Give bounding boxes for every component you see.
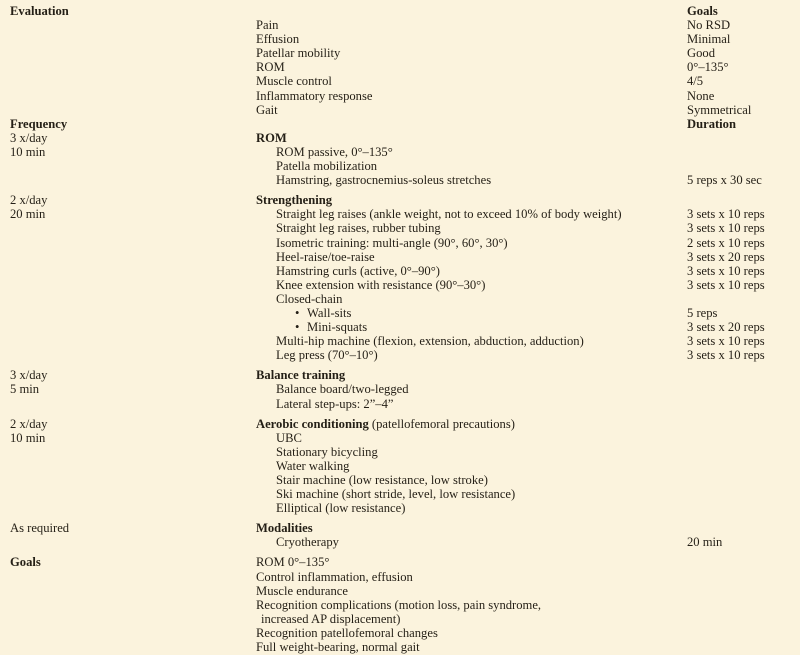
table-row — [10, 159, 800, 173]
table-row — [10, 145, 800, 159]
duration-cell: None — [687, 88, 715, 103]
activity-cell: Pain — [256, 18, 279, 33]
column-heading-cell: Duration — [687, 116, 736, 131]
bullet-icon: • — [295, 320, 300, 335]
section-strengthening — [10, 193, 800, 362]
frequency-cell: 10 min — [10, 430, 46, 445]
table-row — [10, 207, 800, 221]
column-heading-cell: Goals — [687, 4, 718, 18]
activity-cell: ROM — [256, 130, 287, 145]
bullet-icon: • — [295, 305, 300, 320]
activity-cell: Ski machine (short stride, level, low resistance) — [276, 487, 516, 502]
activity-cell: Patella mobilization — [276, 159, 378, 174]
activity-cell: Full weight-bearing, normal gait — [256, 640, 420, 655]
activity-cell: Hamstring, gastrocnemius-soleus stretches — [276, 173, 492, 188]
frequency-cell: 5 min — [10, 382, 40, 397]
activity-cell: Recognition complications (motion loss, pain syndrome, — [256, 597, 542, 612]
activity-cell — [256, 306, 687, 320]
table-row — [10, 18, 800, 32]
row-heading-cell: Goals — [10, 555, 41, 570]
activity-cell: Multi-hip machine (flexion, extension, abduction, adduction) — [276, 334, 584, 349]
activity-cell: Modalities — [256, 521, 313, 536]
frequency-cell: 20 min — [10, 207, 46, 222]
table-row — [10, 306, 800, 320]
activity-cell: Stair machine (low resistance, low stroke) — [276, 473, 488, 487]
table-row — [10, 555, 800, 569]
table-row — [10, 250, 800, 264]
row-heading-cell: Evaluation — [10, 4, 69, 18]
duration-cell: 3 sets x 10 reps — [687, 348, 765, 363]
duration-cell: 3 sets x 10 reps — [687, 207, 765, 222]
activity-cell: Straight leg raises, rubber tubing — [276, 221, 441, 236]
table-row — [10, 4, 800, 18]
table-row — [10, 445, 800, 459]
activity-cell: UBC — [276, 430, 302, 445]
table-row — [10, 487, 800, 501]
duration-cell: 3 sets x 20 reps — [687, 320, 765, 335]
table-row — [10, 501, 800, 515]
table-row — [10, 459, 800, 473]
table-row — [10, 382, 800, 396]
frequency-cell: 10 min — [10, 144, 46, 159]
table-row — [10, 131, 800, 145]
table-row — [10, 264, 800, 278]
table-row — [10, 221, 800, 235]
activity-cell: Heel-raise/toe-raise — [276, 249, 375, 264]
activity-label: Wall-sits — [307, 305, 352, 320]
activity-cell: Patellar mobility — [256, 46, 341, 61]
table-row — [10, 626, 800, 640]
activity-cell: increased AP displacement) — [261, 611, 401, 626]
activity-cell: Balance board/two-legged — [276, 382, 409, 397]
row-heading-cell: Frequency — [10, 116, 68, 131]
activity-cell: Muscle endurance — [256, 583, 348, 598]
frequency-cell: As required — [10, 521, 70, 536]
duration-cell: No RSD — [687, 18, 731, 33]
section-balance-training — [10, 368, 800, 410]
duration-cell: 20 min — [687, 535, 723, 550]
section-modalities — [10, 521, 800, 549]
activity-cell: Cryotherapy — [276, 535, 339, 550]
activity-cell: Muscle control — [256, 74, 332, 89]
table-row — [10, 103, 800, 117]
section-frequency-rom — [10, 117, 800, 187]
frequency-cell: 2 x/day — [10, 416, 48, 431]
activity-cell: Hamstring curls (active, 0°–90°) — [276, 263, 440, 278]
activity-cell: Gait — [256, 102, 278, 117]
activity-cell: Water walking — [276, 458, 350, 473]
duration-cell: 3 sets x 20 reps — [687, 249, 765, 264]
table-row — [10, 278, 800, 292]
activity-cell — [256, 417, 687, 431]
duration-cell: 0°–135° — [687, 60, 729, 75]
duration-cell: 3 sets x 10 reps — [687, 334, 765, 349]
table-row — [10, 117, 800, 131]
activity-cell: Leg press (70°–10°) — [276, 348, 378, 363]
table-row — [10, 320, 800, 334]
table-row — [10, 74, 800, 88]
table-row — [10, 292, 800, 306]
table-row — [10, 640, 800, 654]
table-row — [10, 397, 800, 411]
table-row — [10, 570, 800, 584]
activity-label: Mini-squats — [307, 320, 368, 335]
table-row — [10, 584, 800, 598]
activity-heading: Aerobic conditioning — [256, 416, 369, 431]
activity-cell: Strengthening — [256, 193, 333, 208]
activity-cell: Stationary bicycling — [276, 444, 378, 459]
activity-cell: Balance training — [256, 368, 346, 383]
frequency-cell: 2 x/day — [10, 193, 48, 208]
table-row — [10, 32, 800, 46]
duration-cell: 3 sets x 10 reps — [687, 263, 765, 278]
duration-cell: 5 reps x 30 sec — [687, 173, 762, 188]
table-row — [10, 368, 800, 382]
duration-cell: 3 sets x 10 reps — [687, 277, 765, 292]
duration-cell: 2 sets x 10 reps — [687, 235, 765, 250]
frequency-cell: 3 x/day — [10, 130, 48, 145]
duration-cell: Minimal — [687, 32, 731, 47]
table-row — [10, 46, 800, 60]
activity-cell: Inflammatory response — [256, 88, 373, 103]
table-row — [10, 612, 800, 626]
duration-cell: 5 reps — [687, 305, 718, 320]
section-evaluation — [10, 4, 800, 117]
activity-cell: Lateral step-ups: 2”–4” — [276, 396, 394, 411]
table-row — [10, 417, 800, 431]
table-row — [10, 60, 800, 74]
table — [10, 4, 800, 654]
table-row — [10, 598, 800, 612]
table-row — [10, 535, 800, 549]
activity-cell: Recognition patellofemoral changes — [256, 625, 438, 640]
table-row — [10, 236, 800, 250]
duration-cell: 4/5 — [687, 74, 704, 89]
duration-cell: Good — [687, 46, 715, 61]
duration-cell: Symmetrical — [687, 102, 752, 117]
activity-cell: Effusion — [256, 32, 300, 47]
activity-cell: ROM passive, 0°–135° — [276, 144, 393, 159]
activity-cell: ROM — [256, 60, 285, 75]
activity-cell: Isometric training: multi-angle (90°, 60°, 30°) — [276, 235, 508, 250]
duration-cell: 3 sets x 10 reps — [687, 221, 765, 236]
activity-cell: Straight leg raises (ankle weight, not to exceed 10% of body weight) — [276, 207, 622, 222]
table-row — [10, 348, 800, 362]
activity-cell: Control inflammation, effusion — [256, 569, 413, 584]
table-row — [10, 431, 800, 445]
table-row — [10, 334, 800, 348]
activity-cell: Elliptical (low resistance) — [276, 501, 406, 516]
frequency-cell: 3 x/day — [10, 368, 48, 383]
table-row — [10, 173, 800, 187]
table-row — [10, 473, 800, 487]
activity-cell: Closed-chain — [276, 291, 343, 306]
table-row — [10, 89, 800, 103]
activity-cell: Knee extension with resistance (90°–30°) — [276, 277, 486, 292]
section-aerobic-conditioning — [10, 417, 800, 516]
table-row — [10, 521, 800, 535]
activity-cell: ROM 0°–135° — [256, 555, 330, 570]
activity-heading-note: (patellofemoral precautions) — [368, 416, 515, 431]
table-row — [10, 193, 800, 207]
section-goals — [10, 555, 800, 654]
activity-cell — [256, 320, 687, 334]
